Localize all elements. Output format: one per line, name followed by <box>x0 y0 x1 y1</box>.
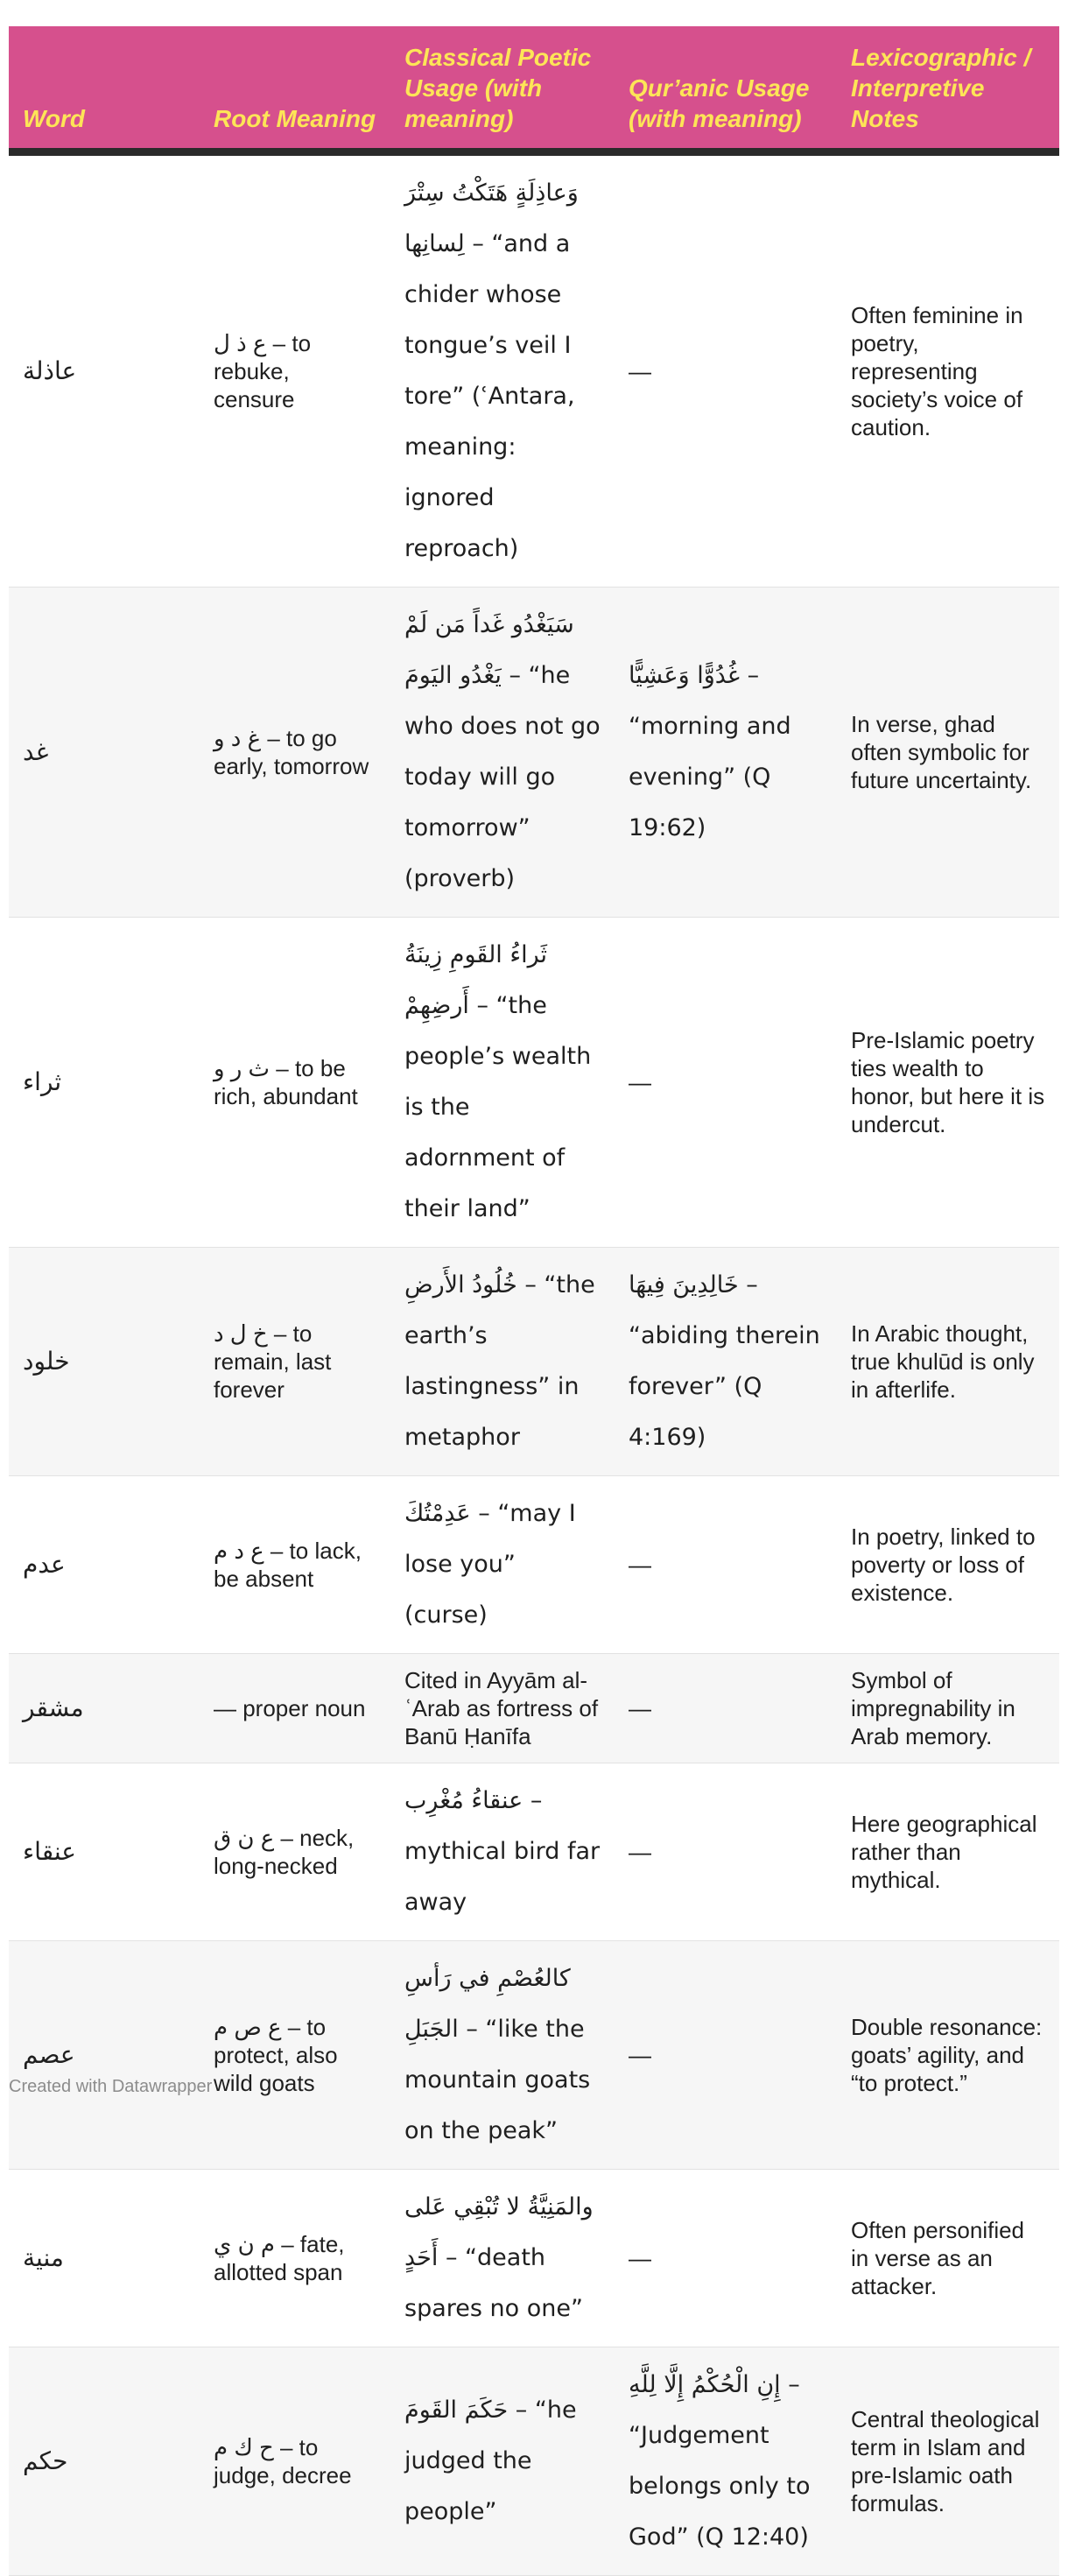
lexicon-table <box>9 26 1059 2576</box>
cell-notes: Double resonance: goats’ agility, and “to protect.” <box>837 1941 1059 2170</box>
cell-quranic: غُدُوًّا وَعَشِيًّا – “morning and evening” (Q 19:62) <box>615 588 837 918</box>
cell-root: ع ص م – to protect, also wild goats <box>200 1941 390 2170</box>
table-container <box>9 26 1059 2576</box>
table-row <box>9 2170 1059 2347</box>
cell-quranic: خَالِدِينَ فِيهَا – “abiding therein forever” (Q 4:169) <box>615 1248 837 1476</box>
cell-quranic: — <box>615 1941 837 2170</box>
cell-poetic: سَيَغْدُو غَداً مَن لَمْ يَغْدُو اليَومَ – “he who does not go today will go tomorrow” (proverb) <box>390 588 615 918</box>
table-row <box>9 918 1059 1248</box>
header-quranic-usage[interactable]: Qur’anic Usage (with meaning) <box>615 26 837 152</box>
cell-word: خلود <box>9 1248 200 1476</box>
cell-notes: In verse, ghad often symbolic for future uncertainty. <box>837 588 1059 918</box>
cell-poetic: Cited in Ayyām al-ʿArab as fortress of Banū Ḥanīfa <box>390 1654 615 1763</box>
datawrapper-credit[interactable]: Created with Datawrapper <box>9 2077 213 2096</box>
cell-root: — proper noun <box>200 1654 390 1763</box>
table-body <box>9 152 1059 2576</box>
cell-quranic: — <box>615 2170 837 2347</box>
cell-word: عاذلة <box>9 152 200 588</box>
header-root-meaning[interactable]: Root Meaning <box>200 26 390 152</box>
cell-poetic: كالعُصْمِ في رَأسِ الجَبَلِ – “like the mountain goats on the peak” <box>390 1941 615 2170</box>
cell-notes: Here geographical rather than mythical. <box>837 1763 1059 1941</box>
cell-quranic: إِنِ الْحُكْمُ إِلَّا لِلَّهِ – “Judgement belongs only to God” (Q 12:40) <box>615 2347 837 2576</box>
cell-root: ع د م – to lack, be absent <box>200 1476 390 1654</box>
cell-quranic: — <box>615 918 837 1248</box>
table-row <box>9 1654 1059 1763</box>
cell-notes: Symbol of impregnability in Arab memory. <box>837 1654 1059 1763</box>
cell-root: خ ل د – to remain, last forever <box>200 1248 390 1476</box>
table-row <box>9 1763 1059 1941</box>
cell-word: منية <box>9 2170 200 2347</box>
cell-word: عدم <box>9 1476 200 1654</box>
cell-poetic: والمَنِيَّةُ لا تُبْقِي عَلى أَحَدٍ – “death spares no one” <box>390 2170 615 2347</box>
cell-root: ث ر و – to be rich, abundant <box>200 918 390 1248</box>
cell-root: غ د و – to go early, tomorrow <box>200 588 390 918</box>
table-row <box>9 1941 1059 2170</box>
cell-word: حكم <box>9 2347 200 2576</box>
cell-poetic: خُلُودُ الأَرضِ – “the earth’s lastingness” in metaphor <box>390 1248 615 1476</box>
cell-word: عصم <box>9 1941 200 2170</box>
cell-poetic: ثَراءُ القَومِ زِينَةُ أَرضِهِمْ – “the people’s wealth is the adornment of their land” <box>390 918 615 1248</box>
cell-root: ح ك م – to judge, decree <box>200 2347 390 2576</box>
header-notes[interactable]: Lexicographic / Interpretive Notes <box>837 26 1059 152</box>
cell-word: ثراء <box>9 918 200 1248</box>
cell-notes: Often feminine in poetry, representing society’s voice of caution. <box>837 152 1059 588</box>
cell-quranic: — <box>615 152 837 588</box>
cell-notes: In Arabic thought, true khulūd is only in afterlife. <box>837 1248 1059 1476</box>
cell-poetic: عنقاءُ مُغْرِب – mythical bird far away <box>390 1763 615 1941</box>
cell-quranic: — <box>615 1654 837 1763</box>
table-header <box>9 26 1059 152</box>
cell-poetic: عَدِمْتُكَ – “may I lose you” (curse) <box>390 1476 615 1654</box>
cell-notes: Often personified in verse as an attacker. <box>837 2170 1059 2347</box>
cell-poetic: حَكَمَ القَومَ – “he judged the people” <box>390 2347 615 2576</box>
table-row <box>9 1248 1059 1476</box>
header-word[interactable]: Word <box>9 26 200 152</box>
table-row <box>9 588 1059 918</box>
cell-word: مشقر <box>9 1654 200 1763</box>
cell-root: ع ذ ل – to rebuke, censure <box>200 152 390 588</box>
cell-word: عنقاء <box>9 1763 200 1941</box>
cell-notes: In poetry, linked to poverty or loss of existence. <box>837 1476 1059 1654</box>
table-row <box>9 152 1059 588</box>
cell-notes: Pre-Islamic poetry ties wealth to honor, but here it is undercut. <box>837 918 1059 1248</box>
table-row <box>9 2347 1059 2576</box>
cell-poetic: وَعاذِلَةٍ هَتَكْتُ سِتْرَ لِسانِها – “and a chider whose tongue’s veil I tore” (ʿAntara, meaning: ignored reproach) <box>390 152 615 588</box>
cell-notes: Central theological term in Islam and pre-Islamic oath formulas. <box>837 2347 1059 2576</box>
cell-word: غد <box>9 588 200 918</box>
cell-root: ع ن ق – neck, long-necked <box>200 1763 390 1941</box>
cell-quranic: — <box>615 1476 837 1654</box>
cell-quranic: — <box>615 1763 837 1941</box>
header-row <box>9 26 1059 152</box>
cell-root: م ن ي – fate, allotted span <box>200 2170 390 2347</box>
header-poetic-usage[interactable]: Classical Poetic Usage (with meaning) <box>390 26 615 152</box>
table-row <box>9 1476 1059 1654</box>
